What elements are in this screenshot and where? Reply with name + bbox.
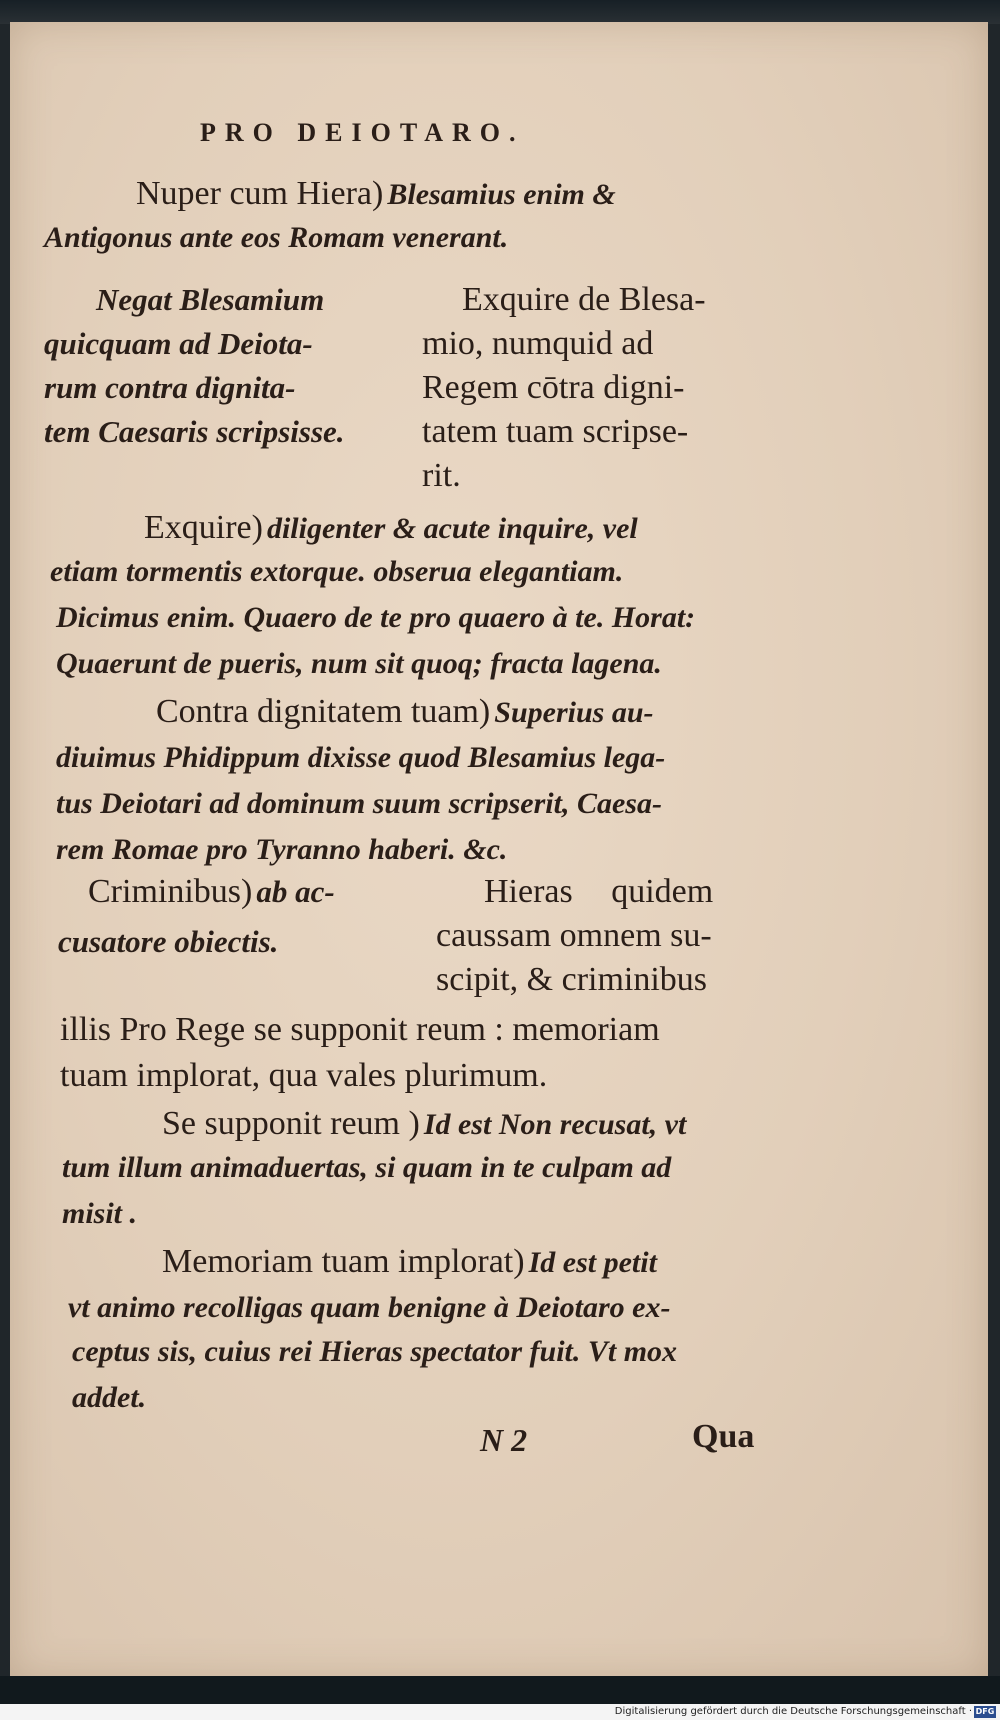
text-line: rit. (422, 457, 461, 494)
text-line: Exquire de Blesa- (462, 281, 706, 318)
note-line: cusatore obiectis. (58, 924, 279, 959)
text-line: mio, numquid ad (422, 325, 654, 362)
commentary: tus Deiotari ad dominum suum scripserit, Caesa- (56, 787, 662, 820)
text-line: caussam omnem su- (436, 917, 712, 954)
text-line-14 (62, 1146, 671, 1195)
scan-top-edge (0, 0, 1000, 24)
margin-note-1 (44, 278, 345, 454)
note-line (88, 870, 335, 920)
running-header: PRO DEIOTARO. (200, 118, 525, 147)
main-text-block-2 (436, 870, 713, 1002)
commentary: misit . (62, 1197, 138, 1230)
commentary: rem Romae pro Tyranno haberi. &c. (56, 833, 508, 866)
text-line: illis Pro Rege se supponit reum : memoriam (60, 1011, 660, 1048)
scan-bottom-edge (0, 1676, 1000, 1706)
commentary: etiam tormentis extorque. obserua elegantiam. (50, 555, 624, 588)
commentary: tum illum animaduertas, si quam in te culpam ad (62, 1151, 672, 1184)
text-line: scipit, & criminibus (436, 961, 708, 998)
commentary: diligenter & acute inquire, vel (266, 512, 638, 545)
text-line-9 (56, 782, 662, 831)
text-line-11 (60, 1008, 660, 1058)
dfg-logo-icon: DFG (975, 1707, 995, 1716)
commentary: Quaerunt de pueris, num sit quoq; fracta lagena. (56, 647, 662, 680)
text-line-3 (144, 506, 638, 556)
text-line-7 (156, 690, 654, 740)
commentary: diuimus Phidippum dixisse quod Blesamius lega- (56, 741, 666, 774)
text-line-17 (68, 1286, 670, 1335)
commentary: Blesamius enim & (387, 178, 616, 211)
commentary: Antigonus ante eos Romam venerant. (44, 221, 509, 254)
text-line-19 (72, 1376, 146, 1425)
lemma: Criminibus) (88, 873, 253, 910)
text-line-5 (56, 596, 695, 645)
margin-note-2 (58, 870, 335, 964)
text-line: Hieras quidem (484, 873, 714, 910)
text-line-8 (56, 736, 665, 785)
commentary: Id est petit (528, 1246, 657, 1279)
lemma: Nuper cum Hiera) (136, 175, 384, 212)
text-line-12 (60, 1054, 547, 1104)
lemma: Contra dignitatem tuam) (156, 693, 491, 730)
lemma: Se supponit reum ) (162, 1105, 420, 1142)
commentary: addet. (72, 1381, 147, 1414)
text-line-2 (44, 216, 508, 265)
signature-mark: N 2 (480, 1422, 528, 1458)
catchword: Qua (692, 1418, 755, 1455)
text-line-18 (72, 1330, 677, 1379)
note-line: Negat Blesamium (96, 282, 325, 317)
text-line-6 (56, 642, 662, 691)
main-text-block-1 (422, 278, 706, 498)
text-line-15 (62, 1192, 137, 1241)
text-line-4 (50, 550, 623, 599)
text-line-13 (162, 1102, 686, 1152)
commentary: ceptus sis, cuius rei Hieras spectator fuit. Vt mox (72, 1335, 678, 1368)
commentary: Dicimus enim. Quaero de te pro quaero à te. Horat: (56, 601, 696, 634)
text-line: tuam implorat, qua vales plurimum. (60, 1057, 548, 1094)
lemma: Memoriam tuam implorat) (162, 1243, 525, 1280)
note-line: rum contra dignita- (44, 370, 296, 405)
text-line: Regem cōtra digni- (422, 369, 685, 406)
lemma: Exquire) (144, 509, 263, 546)
commentary: ab ac- (256, 874, 335, 909)
commentary: Superius au- (494, 696, 654, 729)
footer-bar (0, 1704, 1000, 1720)
text-line-16 (162, 1240, 657, 1290)
commentary: vt animo recolligas quam benigne à Deiotaro ex- (68, 1291, 671, 1324)
footer-credit: Digitalisierung gefördert durch die Deutsche Forschungsgemeinschaft · (614, 1706, 972, 1717)
text-line-1 (136, 172, 616, 222)
text-line: tatem tuam scripse- (422, 413, 689, 450)
note-line: tem Caesaris scripsisse. (44, 414, 345, 449)
note-line: quicquam ad Deiota- (44, 326, 313, 361)
commentary: Id est Non recusat, vt (423, 1108, 687, 1141)
